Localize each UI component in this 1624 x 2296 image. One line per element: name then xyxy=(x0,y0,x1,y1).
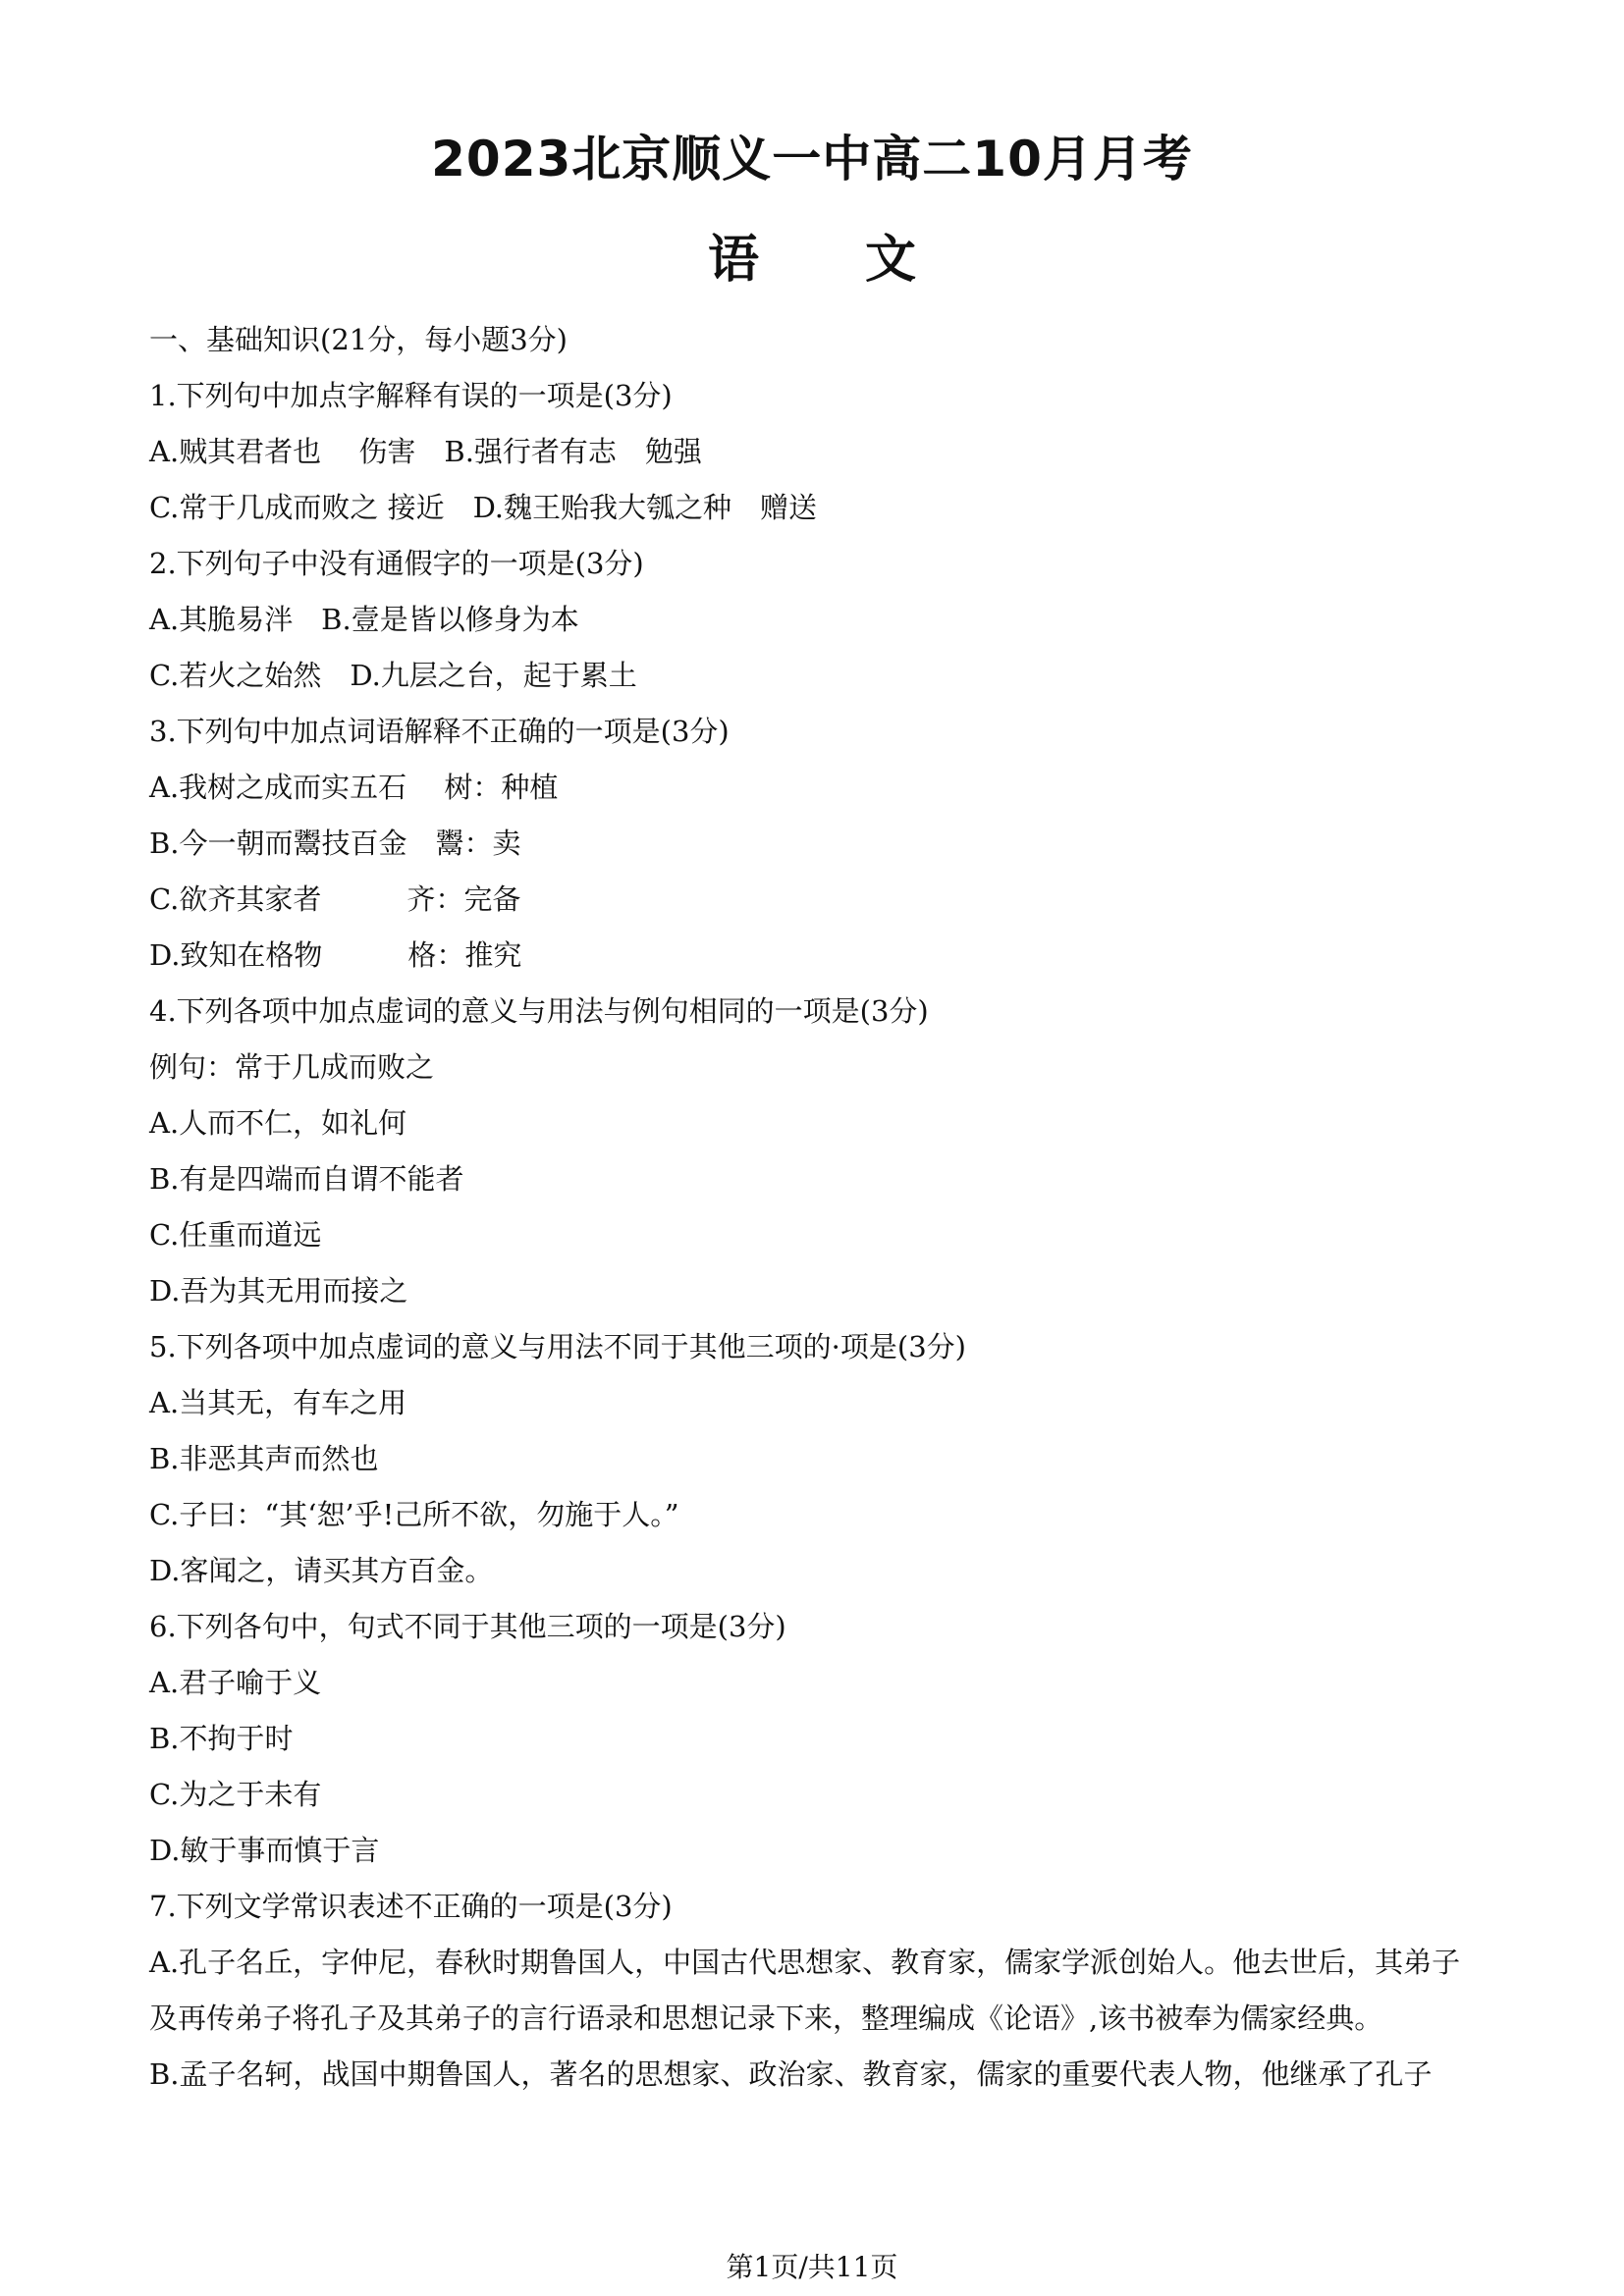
question-6-option-a: A.君子喻于义 xyxy=(149,1666,322,1699)
question-5-option-a: A.当其无，有车之用 xyxy=(149,1386,407,1419)
question-7-stem: 7.下列文学常识表述不正确的一项是(3分) xyxy=(149,1890,673,1923)
question-2-options-cd: C.若火之始然 D.九层之台，起于累土 xyxy=(149,659,637,692)
question-1-options-ab: A.贼其君者也 伤害 B.强行者有志 勉强 xyxy=(149,435,702,468)
question-3-option-d: D.致知在格物 格：推究 xyxy=(149,938,522,972)
section-heading: 一、基础知识(21分，每小题3分) xyxy=(149,323,568,356)
question-7-option-b-line-1: B.孟子名轲，战国中期鲁国人，著名的思想家、政治家、教育家，儒家的重要代表人物，他继承了孔子 xyxy=(149,2057,1433,2091)
question-5-option-c: C.子曰：“其‘恕’乎!己所不欲，勿施于人。” xyxy=(149,1498,679,1531)
question-5-option-d: D.客闻之，请买其方百金。 xyxy=(149,1554,494,1587)
question-4-option-d: D.吾为其无用而接之 xyxy=(149,1274,408,1308)
question-3-stem: 3.下列句中加点词语解释不正确的一项是(3分) xyxy=(149,715,730,748)
question-4-option-b: B.有是四端而自谓不能者 xyxy=(149,1162,464,1196)
question-6-stem: 6.下列各句中，句式不同于其他三项的一项是(3分) xyxy=(149,1610,786,1643)
question-6-option-c: C.为之于未有 xyxy=(149,1778,322,1811)
question-body xyxy=(149,312,1496,2103)
question-2-options-ab: A.其脆易泮 B.壹是皆以修身为本 xyxy=(149,603,579,636)
question-3-option-a: A.我树之成而实五石 树：种植 xyxy=(149,771,559,804)
question-2-stem: 2.下列句子中没有通假字的一项是(3分) xyxy=(149,547,644,580)
question-7-option-a-line-2: 及再传弟子将孔子及其弟子的言行语录和思想记录下来，整理编成《论语》,该书被奉为儒家经典。 xyxy=(149,2002,1383,2035)
question-3-option-b: B.今一朝而鬻技百金 鬻：卖 xyxy=(149,827,521,860)
question-6-option-d: D.敏于事而慎于言 xyxy=(149,1834,380,1867)
question-1-stem: 1.下列句中加点字解释有误的一项是(3分) xyxy=(149,379,673,412)
question-4-stem: 4.下列各项中加点虚词的意义与用法与例句相同的一项是(3分) xyxy=(149,994,929,1028)
question-6-option-b: B.不拘于时 xyxy=(149,1722,294,1755)
question-3-option-c: C.欲齐其家者 齐：完备 xyxy=(149,882,521,916)
question-4-option-a: A.人而不仁，如礼何 xyxy=(149,1106,407,1140)
subject-heading: 语 文 xyxy=(707,231,917,290)
question-1-options-cd: C.常于几成而败之 接近 D.魏王贻我大瓠之种 赠送 xyxy=(149,491,818,524)
question-4-example: 例句：常于几成而败之 xyxy=(149,1050,435,1084)
question-4-option-c: C.任重而道远 xyxy=(149,1218,322,1252)
question-7-option-a-line-1: A.孔子名丘，字仲尼，春秋时期鲁国人，中国古代思想家、教育家，儒家学派创始人。他去世后，其弟子 xyxy=(149,1946,1461,1979)
question-5-option-b: B.非恶其声而然也 xyxy=(149,1442,379,1475)
exam-title: 2023北京顺义一中高二10月月考 xyxy=(431,131,1193,187)
page-number: 第1页/共11页 xyxy=(726,2251,898,2283)
question-5-stem: 5.下列各项中加点虚词的意义与用法不同于其他三项的·项是(3分) xyxy=(149,1330,966,1363)
